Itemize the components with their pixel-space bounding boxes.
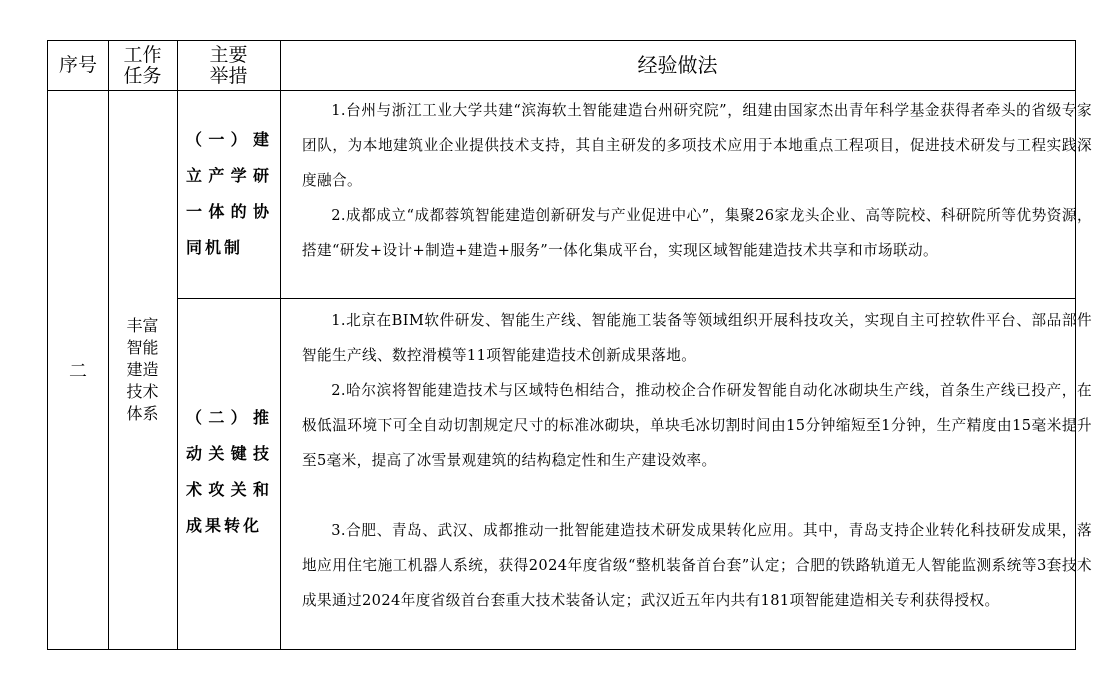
col-divider: [280, 41, 281, 649]
experience-item: 1.台州与浙江工业大学共建“滨海软土智能建造台州研究院”，组建由国家杰出青年科学基金获得者牵头的省级专家团队，为本地建筑业企业提供技术支持，其自主研发的多项技术应用于本地重点工程项目，促进技术研发与工程实践深度融合。: [302, 102, 1092, 189]
experience-table: [47, 40, 1092, 650]
header-task: [108, 41, 177, 90]
header-task-label: 工作 任务: [123, 43, 162, 87]
measure-2: （二）推动关键技术攻关和成果转化: [186, 408, 272, 535]
experience-item: 2.哈尔滨将智能建造技术与区域特色相结合，推动校企合作研发智能自动化冰砌块生产线，首条生产线已投产，在极低温环境下可全自动切割规定尺寸的标准冰砌块，单块毛冰切割时间由15分钟缩短至1分钟，生产精度由15毫米提升至5毫米，提高了冰雪景观建筑的结构稳定性和生产建设效率。: [302, 382, 1092, 469]
header-measure: [177, 41, 280, 90]
header-measure-label: 主要 举措: [209, 43, 248, 87]
experience-item: 3.合肥、青岛、武汉、成都推动一批智能建造技术研发成果转化应用。其中，青岛支持企业转化科技研发成果，落地应用住宅施工机器人系统，获得2024年度省级“整机装备首台套”认定；合肥的铁路轨道无人智能监测系统等3套技术成果通过2024年度省级首台套重大技术装备认定；武汉近五年内共有181项智能建造相关专利获得授权。: [302, 522, 1092, 609]
experience-col: [302, 91, 1092, 649]
row-seq: 二: [69, 361, 87, 382]
row-task-label: 丰富 智能 建造 技术 体系: [126, 316, 159, 423]
experience-item: 1.北京在BIM软件研发、智能生产线、智能施工装备等领域组织开展科技攻关，实现自主可控软件平台、部品部件智能生产线、数控滑模等11项智能建造技术创新成果落地。: [302, 312, 1092, 364]
header-experience: 经验做法: [637, 53, 718, 77]
row-task: [108, 91, 177, 649]
header-seq: 序号: [58, 54, 97, 76]
measure-1: （一）建立产学研一体的协同机制: [186, 130, 272, 257]
experience-item: 2.成都成立“成都蓉筑智能建造创新研发与产业促进中心”，集聚26家龙头企业、高等院校、科研院所等优势资源，搭建“研发+设计+制造+建造+服务”一体化集成平台，实现区域智能建造技术共享和市场联动。: [302, 207, 1092, 259]
col-divider: [177, 41, 178, 649]
